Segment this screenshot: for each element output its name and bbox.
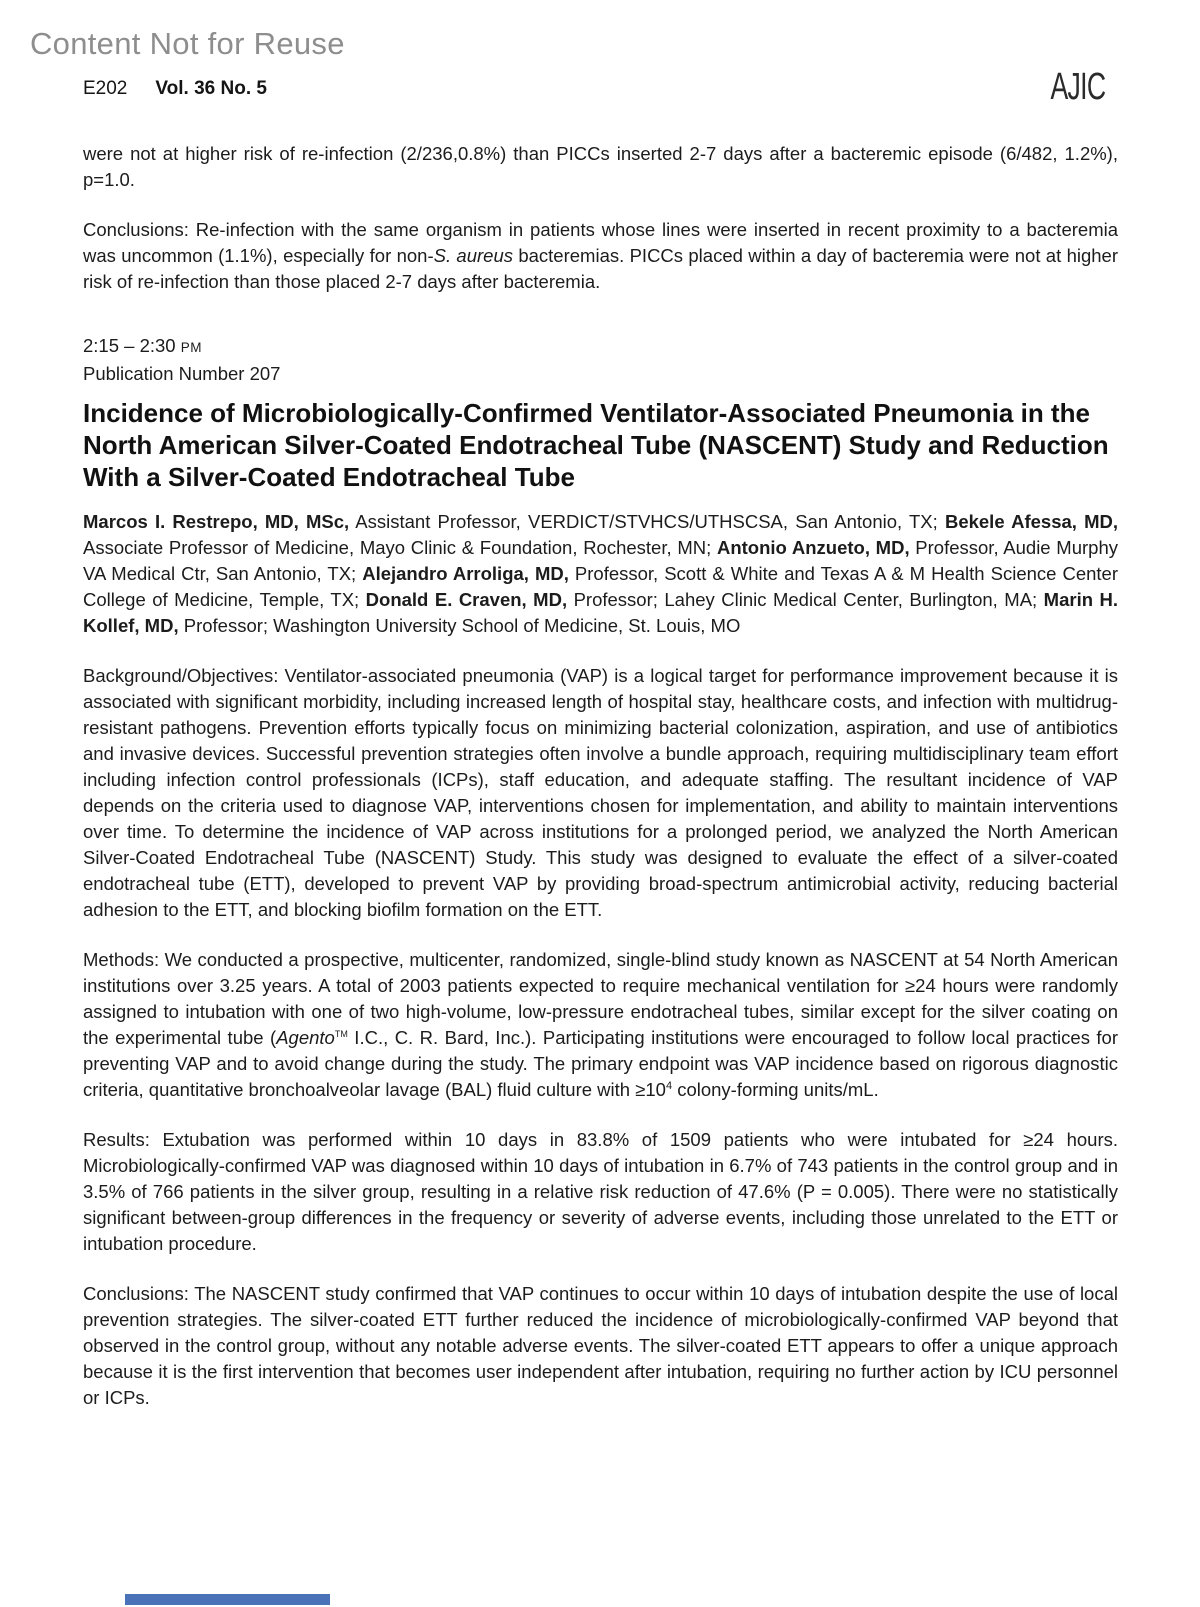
- author-name: Donald E. Craven, MD,: [365, 589, 568, 610]
- author-name: Alejandro Arroliga, MD,: [362, 563, 569, 584]
- author-list: [83, 509, 1118, 639]
- author-affiliation: Professor; Lahey Clinic Medical Center, Burlington, MA;: [567, 589, 1044, 610]
- conclusions-text-part2: bacteremias. PICCs placed within a day of bacteremia were not at higher risk of re-infection than those placed 2-7 days after bacteremia.: [83, 245, 1118, 292]
- publication-number: Publication Number 207: [83, 363, 281, 384]
- author-name: Antonio Anzueto, MD,: [716, 537, 910, 558]
- author-name: Bekele Afessa, MD,: [944, 511, 1118, 532]
- trademark-symbol: TM: [334, 1028, 348, 1039]
- page-number: E202: [83, 78, 128, 99]
- conclusions-text-part1: Conclusions: Re-infection with the same organism in patients whose lines were inserted in recent proximity to a bacteremia was uncommon (1.1%), especially for non-: [83, 219, 1118, 266]
- results-section: Results: Extubation was performed within 10 days in 83.8% of 1509 patients who were intubated for ≥24 hours. Microbiologically-confirmed VAP was diagnosed within 10 days of intubation in 6.7% of 743 patients in the control group and in 3.5% of 766 patients in the silver group, resulting in a relative risk reduction of 47.6% (P = 0.005). There were no statistically significant between-group differences in the frequency or severity of adverse events, including those unrelated to the ETT or intubation procedure.: [83, 1129, 1118, 1254]
- author-affiliation: Professor, Audie Murphy VA Medical Ctr, San Antonio, TX;: [83, 537, 1118, 584]
- methods-text-part1: Methods: We conducted a prospective, multicenter, randomized, single-blind study known as NASCENT at 54 North American institutions over 3.25 years. A total of 2003 patients expected to require mechanical ventilation for ≥24 hours were randomly assigned to intubation with one of two high-volume, low-pressure endotracheal tubes, similar except for the silver coating on the experimental tube (: [83, 949, 1118, 1048]
- abstract-title: Incidence of Microbiologically-Confirmed Ventilator-Associated Pneumonia in the North American Silver-Coated Endotracheal Tube (NASCENT) Study and Reduction With a Silver-Coated Endotracheal Tube: [83, 398, 1109, 492]
- background-section: Background/Objectives: Ventilator-associated pneumonia (VAP) is a logical target for performance improvement because it is associated with significant morbidity, including increased length of hospital stay, healthcare costs, and infection with multidrug-resistant pathogens. Prevention efforts typically focus on minimizing bacterial colonization, aspiration, and use of antibiotics and invasive devices. Successful prevention strategies often involve a bundle approach, requiring multidisciplinary team effort including infection control professionals (ICPs), staff education, and adequate staffing. The resultant incidence of VAP depends on the criteria used to diagnose VAP, interventions chosen for implementation, and ability to maintain interventions over time. To determine the incidence of VAP across institutions for a prolonged period, we analyzed the North American Silver-Coated Endotracheal Tube (NASCENT) Study. This study was designed to evaluate the effect of a silver-coated endotracheal tube (ETT), developed to prevent VAP by providing broad-spectrum antimicrobial activity, reducing bacterial adhesion to the ETT, and blocking biofilm formation on the ETT.: [83, 665, 1118, 920]
- time-meridiem: PM: [180, 340, 202, 355]
- author-name: Marin H. Kollef, MD,: [83, 589, 1118, 636]
- session-time: [83, 333, 1118, 361]
- author-affiliation: Assistant Professor, VERDICT/STVHCS/UTHSCSA, San Antonio, TX;: [349, 511, 945, 532]
- methods-text-part2: I.C., C. R. Bard, Inc.). Participating institutions were encouraged to follow local practices for preventing VAP and to avoid change during the study. The primary endpoint was VAP incidence based on rigorous diagnostic criteria, quantitative bronchoalveolar lavage (BAL) fluid culture with ≥10: [83, 1027, 1119, 1100]
- session-info: [83, 333, 1118, 387]
- previous-abstract-continuation: [83, 141, 1118, 193]
- volume-issue: Vol. 36 No. 5: [155, 78, 267, 99]
- watermark-text: Content Not for Reuse: [30, 26, 345, 61]
- species-italic: S. aureus: [433, 245, 513, 266]
- author-affiliation: Professor, Scott & White and Texas A & M Health Science Center College of Medicine, Temple, TX;: [83, 563, 1118, 610]
- time-range: 2:15 – 2:30: [83, 335, 181, 356]
- methods-section: [83, 947, 1118, 1103]
- conclusions-section: Conclusions: The NASCENT study confirmed that VAP continues to occur within 10 days of intubation despite the use of local prevention strategies. The silver-coated ETT further reduced the incidence of microbiologically-confirmed VAP beyond that observed in the control group, without any notable adverse events. The silver-coated ETT appears to offer a unique approach because it is the first intervention that becomes user independent after intubation, requiring no further action by ICU personnel or ICPs.: [83, 1283, 1118, 1408]
- page-content: [83, 0, 1118, 1435]
- journal-logo: AJIC: [1050, 66, 1105, 108]
- author-affiliation: Associate Professor of Medicine, Mayo Clinic & Foundation, Rochester, MN;: [83, 537, 717, 558]
- continuation-text: were not at higher risk of re-infection (2/236,0.8%) than PICCs inserted 2-7 days after a bacteremic episode (6/482, 1.2%), p=1.0.: [83, 143, 1118, 190]
- methods-text-part3: colony-forming units/mL.: [672, 1079, 879, 1100]
- exponent: 4: [665, 1079, 673, 1092]
- brand-name-italic: Agento: [276, 1027, 335, 1048]
- previous-abstract-conclusions: [83, 217, 1118, 295]
- author-name: Marcos I. Restrepo, MD, MSc,: [83, 511, 350, 532]
- author-affiliation: Professor; Washington University School of Medicine, St. Louis, MO: [178, 615, 741, 636]
- footer-accent-bar: [125, 1594, 330, 1605]
